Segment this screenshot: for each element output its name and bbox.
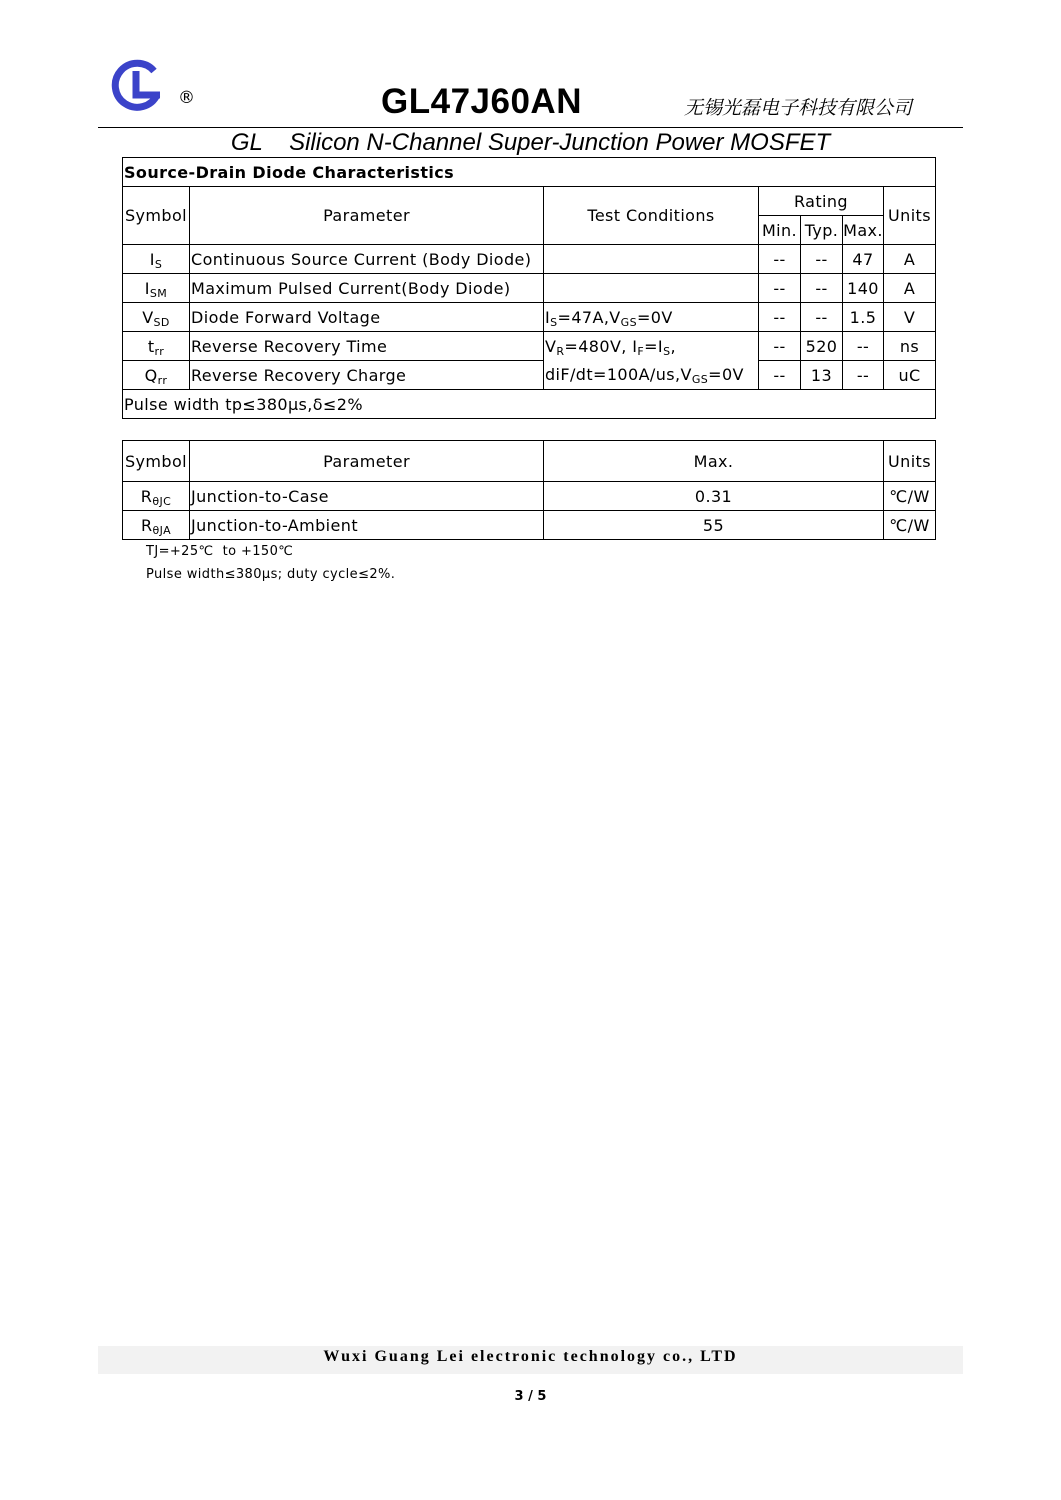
header-typ: Typ. bbox=[801, 216, 843, 245]
condition-cell: $I_S=47A,V_{GS}=0V$ bbox=[544, 303, 759, 332]
symbol-cell: $I_{SM}$ bbox=[123, 274, 190, 303]
header-units: Units bbox=[884, 441, 936, 482]
condition-cell: $V_R=480V$, $I_F=I_S$, bbox=[544, 332, 759, 361]
symbol-cell: $t_{rr}$ bbox=[123, 332, 190, 361]
part-number: GL47J60AN bbox=[381, 82, 582, 121]
table-row bbox=[123, 332, 936, 361]
parameter-cell: Junction-to-Case bbox=[190, 482, 544, 511]
min-cell: -- bbox=[759, 332, 801, 361]
header-units: Units bbox=[884, 187, 936, 245]
footer-company: Wuxi Guang Lei electronic technology co., LTD bbox=[323, 1348, 738, 1365]
header-rating: Rating bbox=[759, 187, 884, 216]
condition-cell: diF/$dt=100A/us,V_{GS}=0V$ bbox=[544, 361, 759, 390]
header-parameter: Parameter bbox=[190, 441, 544, 482]
parameter-cell: Continuous Source Current (Body Diode) bbox=[190, 245, 544, 274]
symbol-cell: $I_S$ bbox=[123, 245, 190, 274]
header-test-conditions: Test Conditions bbox=[544, 187, 759, 245]
unit-cell: V bbox=[884, 303, 936, 332]
diode-characteristics-table bbox=[122, 157, 936, 419]
max-cell: -- bbox=[843, 332, 884, 361]
company-name-chinese: 无锡光磊电子科技有限公司 bbox=[684, 97, 913, 119]
unit-cell: uC bbox=[884, 361, 936, 390]
header-max: Max. bbox=[544, 441, 884, 482]
min-cell: -- bbox=[759, 361, 801, 390]
symbol-cell: $R_{\theta JC}$ bbox=[123, 482, 190, 511]
table-row bbox=[123, 482, 936, 511]
max-cell: -- bbox=[843, 361, 884, 390]
header-symbol: Symbol bbox=[123, 187, 190, 245]
unit-cell: A bbox=[884, 274, 936, 303]
header-symbol: Symbol bbox=[123, 441, 190, 482]
parameter-cell: Maximum Pulsed Current(Body Diode) bbox=[190, 274, 544, 303]
table-row bbox=[123, 303, 936, 332]
condition-cell bbox=[544, 274, 759, 303]
document-subtitle: GL Silicon N-Channel Super-Junction Power MOSFET bbox=[230, 129, 831, 156]
registered-mark: ® bbox=[178, 88, 195, 108]
max-cell: 1.5 bbox=[843, 303, 884, 332]
header-rule bbox=[98, 127, 963, 128]
pulse-note: Pulse width≤380μs; duty cycle≤2%. bbox=[146, 567, 396, 582]
typ-cell: -- bbox=[801, 274, 843, 303]
parameter-cell: Diode Forward Voltage bbox=[190, 303, 544, 332]
table-footnote: Pulse width tp≤380μs,δ≤2% bbox=[123, 390, 936, 419]
typ-cell: -- bbox=[801, 303, 843, 332]
unit-cell: A bbox=[884, 245, 936, 274]
symbol-cell: $R_{\theta JA}$ bbox=[123, 511, 190, 540]
header-min: Min. bbox=[759, 216, 801, 245]
parameter-cell: Junction-to-Ambient bbox=[190, 511, 544, 540]
condition-cell bbox=[544, 245, 759, 274]
max-cell: 47 bbox=[843, 245, 884, 274]
symbol-cell: $V_{SD}$ bbox=[123, 303, 190, 332]
unit-cell: ns bbox=[884, 332, 936, 361]
unit-cell: ℃/W bbox=[884, 482, 936, 511]
page-number: 3 / 5 bbox=[514, 1389, 547, 1404]
parameter-cell: Reverse Recovery Time bbox=[190, 332, 544, 361]
typ-cell: -- bbox=[801, 245, 843, 274]
typ-cell: 520 bbox=[801, 332, 843, 361]
max-cell: 140 bbox=[843, 274, 884, 303]
thermal-resistance-table bbox=[122, 440, 936, 540]
table-title: Source-Drain Diode Characteristics bbox=[123, 158, 936, 187]
min-cell: -- bbox=[759, 245, 801, 274]
table-row bbox=[123, 245, 936, 274]
temperature-note: TJ=+25℃ to +150℃ bbox=[146, 544, 294, 559]
table-row bbox=[123, 511, 936, 540]
symbol-cell: $Q_{rr}$ bbox=[123, 361, 190, 390]
min-cell: -- bbox=[759, 303, 801, 332]
header-parameter: Parameter bbox=[190, 187, 544, 245]
unit-cell: ℃/W bbox=[884, 511, 936, 540]
parameter-cell: Reverse Recovery Charge bbox=[190, 361, 544, 390]
table-row bbox=[123, 361, 936, 390]
table-row bbox=[123, 274, 936, 303]
min-cell: -- bbox=[759, 274, 801, 303]
header-max: Max. bbox=[843, 216, 884, 245]
company-logo bbox=[110, 57, 168, 115]
typ-cell: 13 bbox=[801, 361, 843, 390]
max-cell: 55 bbox=[544, 511, 884, 540]
max-cell: 0.31 bbox=[544, 482, 884, 511]
